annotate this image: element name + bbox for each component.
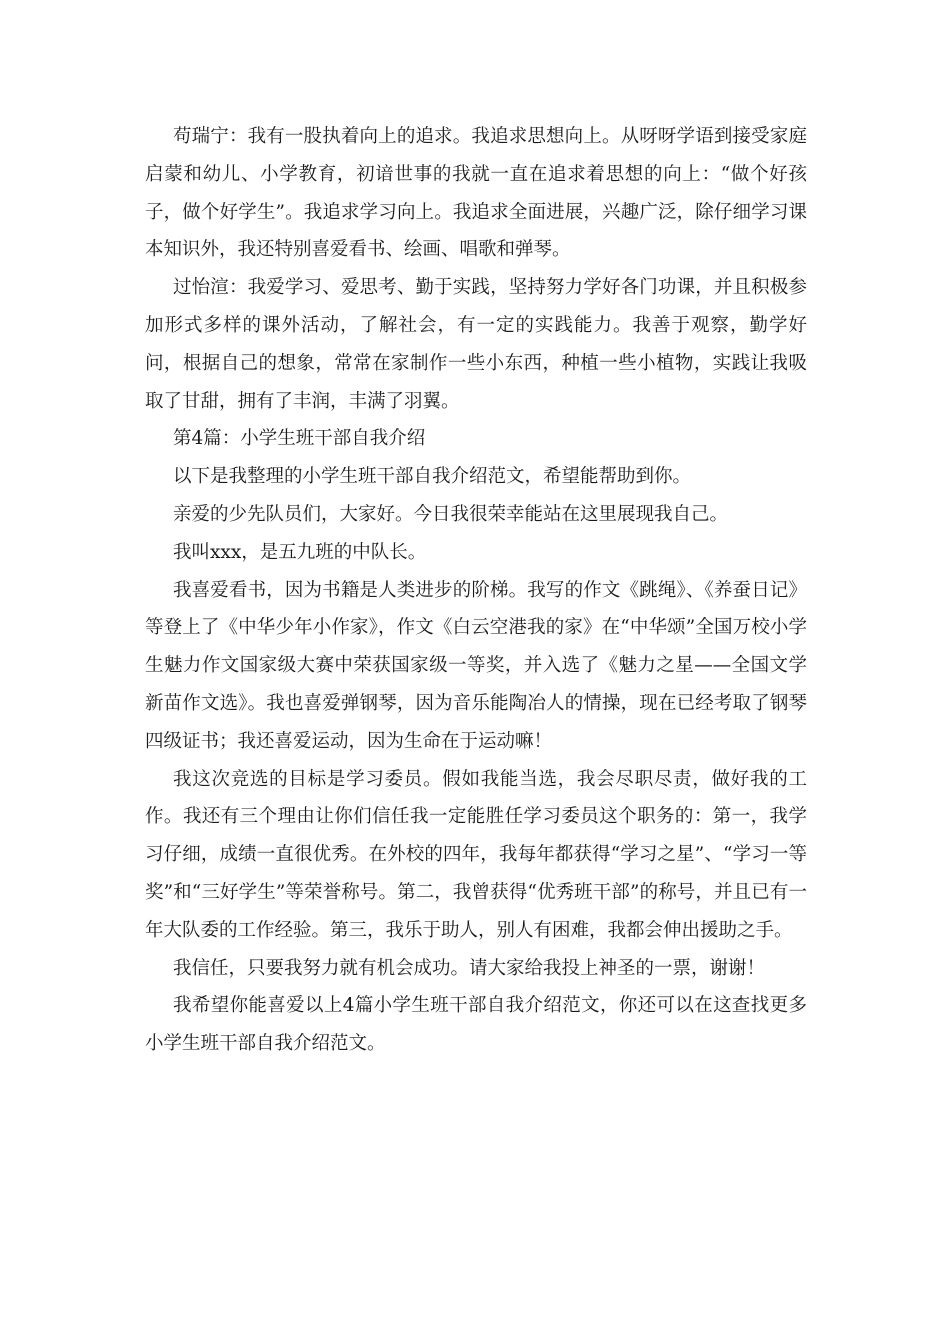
section-heading-article-4: 第4篇：小学生班干部自我介绍 xyxy=(173,428,426,450)
paragraph-guo-yixuan: 过怡渲：我爱学习、爱思考、勤于实践，坚持努力学好各门功课，并且积极参加形式多样的课外活动，了解社会，有一定的实践能力。我善于观察，勤学好问，根据自己的想象，常常在家制作一些小东西，种植一些小植物，实践让我吸取了甘甜，拥有了丰润，丰满了羽翼。 xyxy=(145,277,807,412)
paragraph-intro: 以下是我整理的小学生班干部自我介绍范文，希望能帮助到你。 xyxy=(173,466,692,488)
paragraph-closing: 我希望你能喜爱以上4篇小学生班干部自我介绍范文，你还可以在这查找更多小学生班干部自我介绍范文。 xyxy=(145,995,807,1055)
paragraph-vote-request: 我信任，只要我努力就有机会成功。请大家给我投上神圣的一票，谢谢！ xyxy=(173,957,766,979)
paragraph-campaign: 我这次竞选的目标是学习委员。假如我能当选，我会尽职尽责，做好我的工作。我还有三个理由让你们信任我一定能胜任学习委员这个职务的：第一，我学习仔细，成绩一直很优秀。在外校的四年，我每年都获得“学习之星”、“学习一等奖”和“三好学生”等荣誉称号。第二，我曾获得“优秀班干部”的称号，并且已有一年大队委的工作经验。第三，我乐于助人，别人有困难，我都会伸出援助之手。 xyxy=(145,768,807,941)
paragraph-gou-ruining: 苟瑞宁：我有一股执着向上的追求。我追求思想向上。从呀呀学语到接受家庭启蒙和幼儿、小学教育，初谙世事的我就一直在追求着思想的向上：“做个好孩子，做个好学生”。我追求学习向上。我追求全面进展，兴趣广泛，除仔细学习课本知识外，我还特别喜爱看书、绘画、唱歌和弹琴。 xyxy=(145,126,807,261)
document-body xyxy=(145,118,807,1063)
paragraph-hobbies: 我喜爱看书，因为书籍是人类进步的阶梯。我写的作文《跳绳》、《养蚕日记》等登上了《中华少年小作家》，作文《白云空港我的家》在“中华颂”全国万校小学生魅力作文国家级大赛中荣获国家级一等奖，并入选了《魅力之星——全国文学新苗作文选》。我也喜爱弹钢琴，因为音乐能陶冶人的情操，现在已经考取了钢琴四级证书；我还喜爱运动，因为生命在于运动嘛！ xyxy=(145,579,807,752)
paragraph-name: 我叫xxx，是五九班的中队长。 xyxy=(173,541,427,563)
paragraph-greeting: 亲爱的少先队员们，大家好。今日我很荣幸能站在这里展现我自己。 xyxy=(173,503,729,525)
